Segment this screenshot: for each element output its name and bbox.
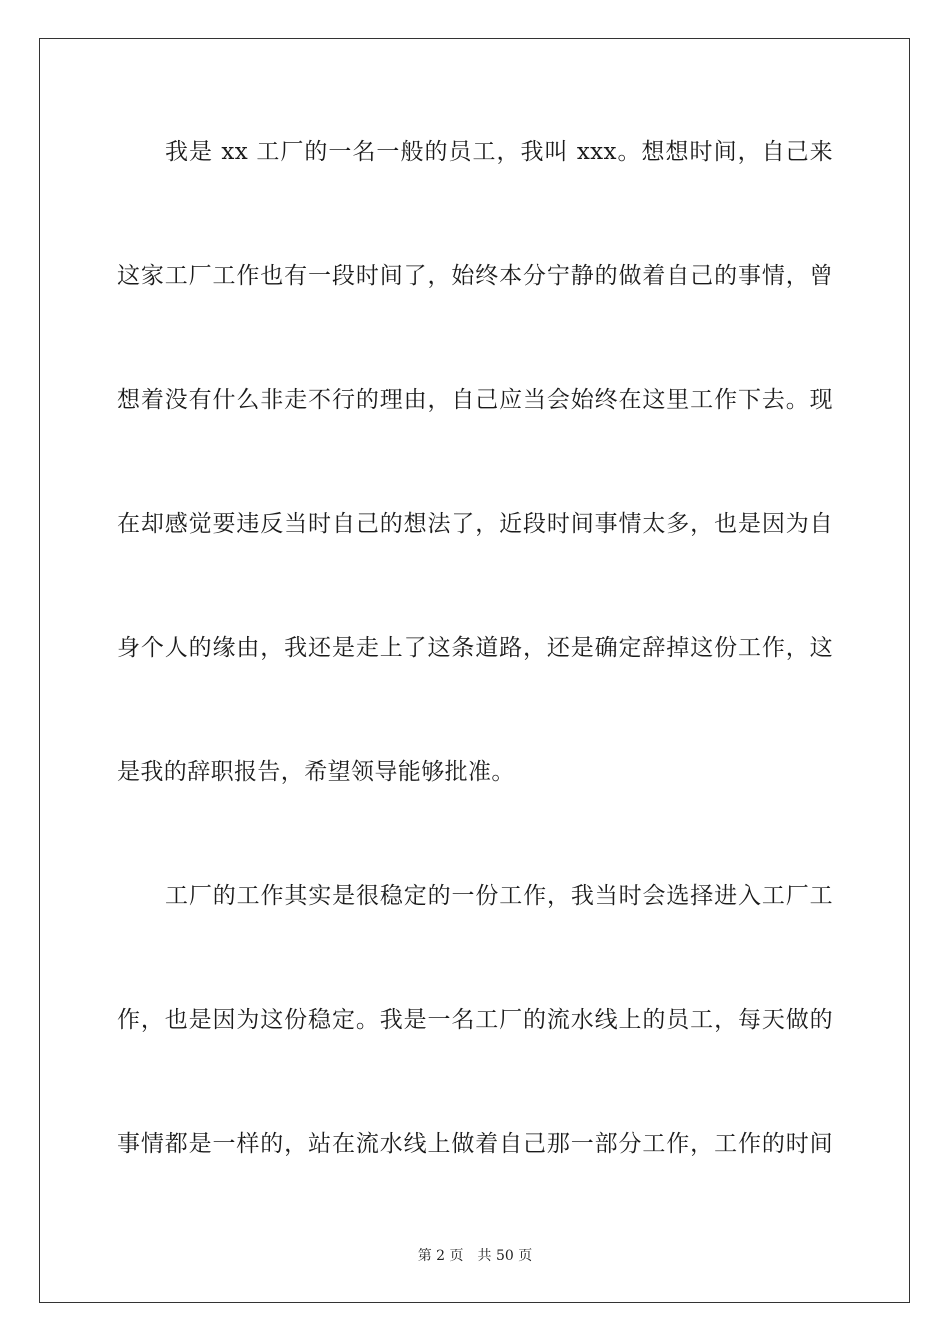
page-footer: [0, 1247, 950, 1265]
page-number: 第 2 页: [417, 1248, 464, 1264]
paragraph-2-line-3: 事情都是一样的，站在流水线上做着自己那一部分工作，工作的时间: [117, 1131, 833, 1157]
paragraph-1-line-3: 想着没有什么非走不行的理由，自己应当会始终在这里工作下去。现: [117, 387, 833, 413]
paragraph-1-line-6: 是我的辞职报告，希望领导能够批准。: [117, 759, 515, 785]
page-border: [39, 38, 910, 1303]
total-pages: 共 50 页: [477, 1248, 533, 1264]
paragraph-1-line-1: 我是 xx 工厂的一名一般的员工，我叫 xxx。想想时间，自己来: [165, 139, 833, 165]
paragraph-2-line-1: 工厂的工作其实是很稳定的一份工作，我当时会选择进入工厂工: [165, 883, 833, 909]
paragraph-2-line-2: 作，也是因为这份稳定。我是一名工厂的流水线上的员工，每天做的: [117, 1007, 833, 1033]
paragraph-1-line-2: 这家工厂工作也有一段时间了，始终本分宁静的做着自己的事情，曾: [117, 263, 833, 289]
paragraph-1-line-5: 身个人的缘由，我还是走上了这条道路，还是确定辞掉这份工作，这: [117, 635, 833, 661]
paragraph-1-line-4: 在却感觉要违反当时自己的想法了，近段时间事情太多，也是因为自: [117, 511, 833, 537]
